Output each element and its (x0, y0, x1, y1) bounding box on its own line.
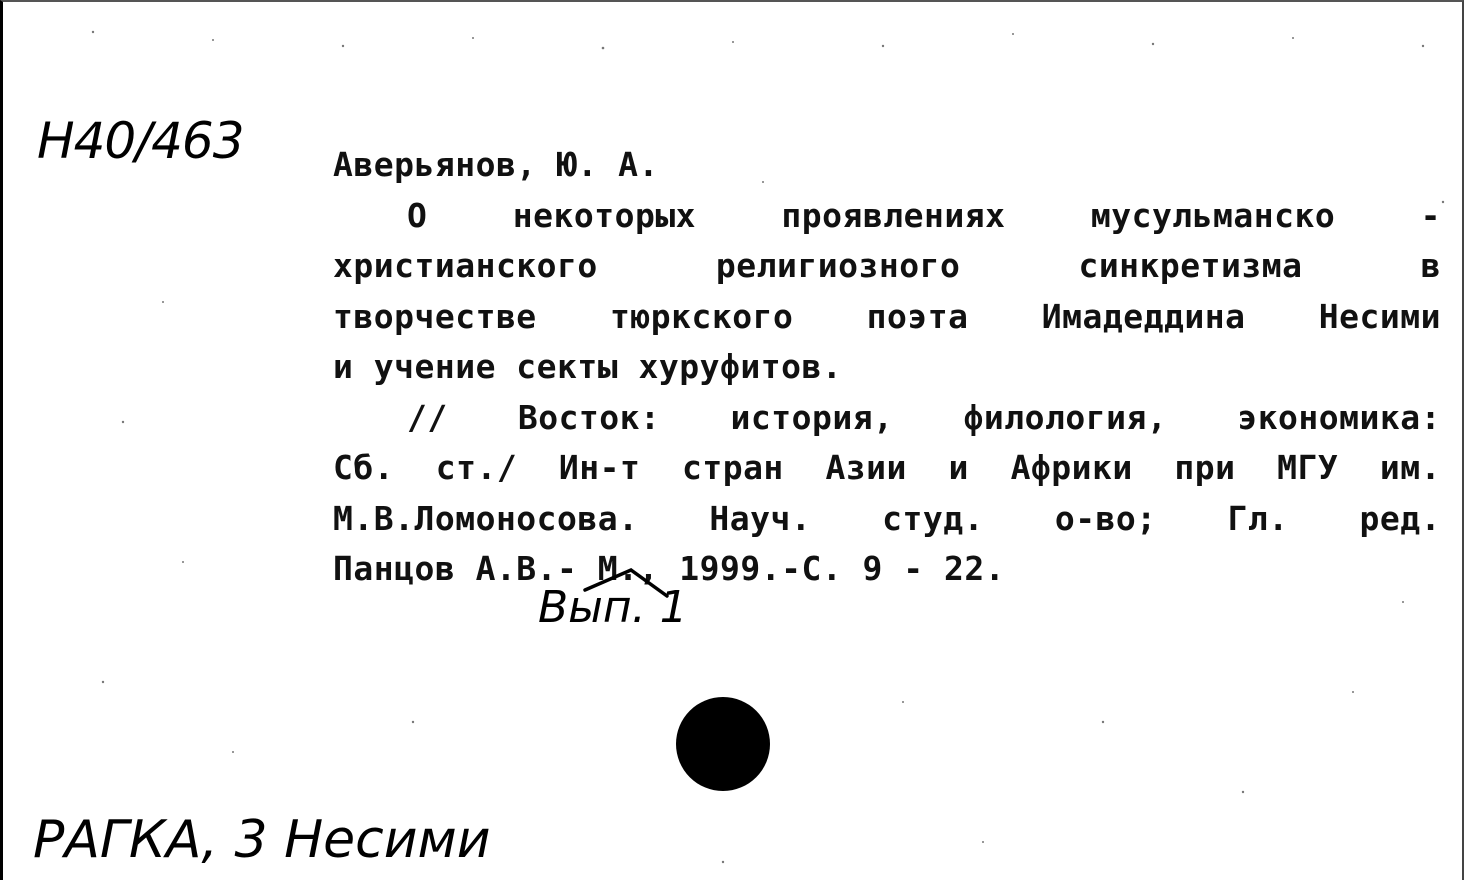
call-number: Н40/463 (37, 112, 244, 170)
handwritten-issue-note: Вып. 1 (538, 582, 688, 633)
title-line-2: христианского религиозного синкретизма в (333, 246, 1441, 285)
source-line-2: Сб. ст./ Ин-т стран Азии и Африки при МГУ им. (333, 448, 1441, 487)
title-line-4: и учение секты хуруфитов. (333, 347, 843, 386)
author-line: Аверьянов, Ю. А. (333, 145, 659, 184)
source-line-3: М.В.Ломоносова. Науч. студ. о-во; Гл. ред. (333, 498, 1441, 538)
title-line-3: творчестве тюркского поэта Имадеддина Несими (333, 296, 1441, 336)
card-punch-hole (676, 697, 770, 791)
handwritten-footer-note: РАГКА, 3 Несими (33, 810, 491, 870)
title-line-1: О некоторых проявлениях мусульманско - (407, 195, 1441, 235)
source-line-4: Панцов А.В.- М., 1999.-С. 9 - 22. (333, 549, 1006, 588)
source-line-1: // Восток: история, филология, экономика: (407, 397, 1441, 437)
